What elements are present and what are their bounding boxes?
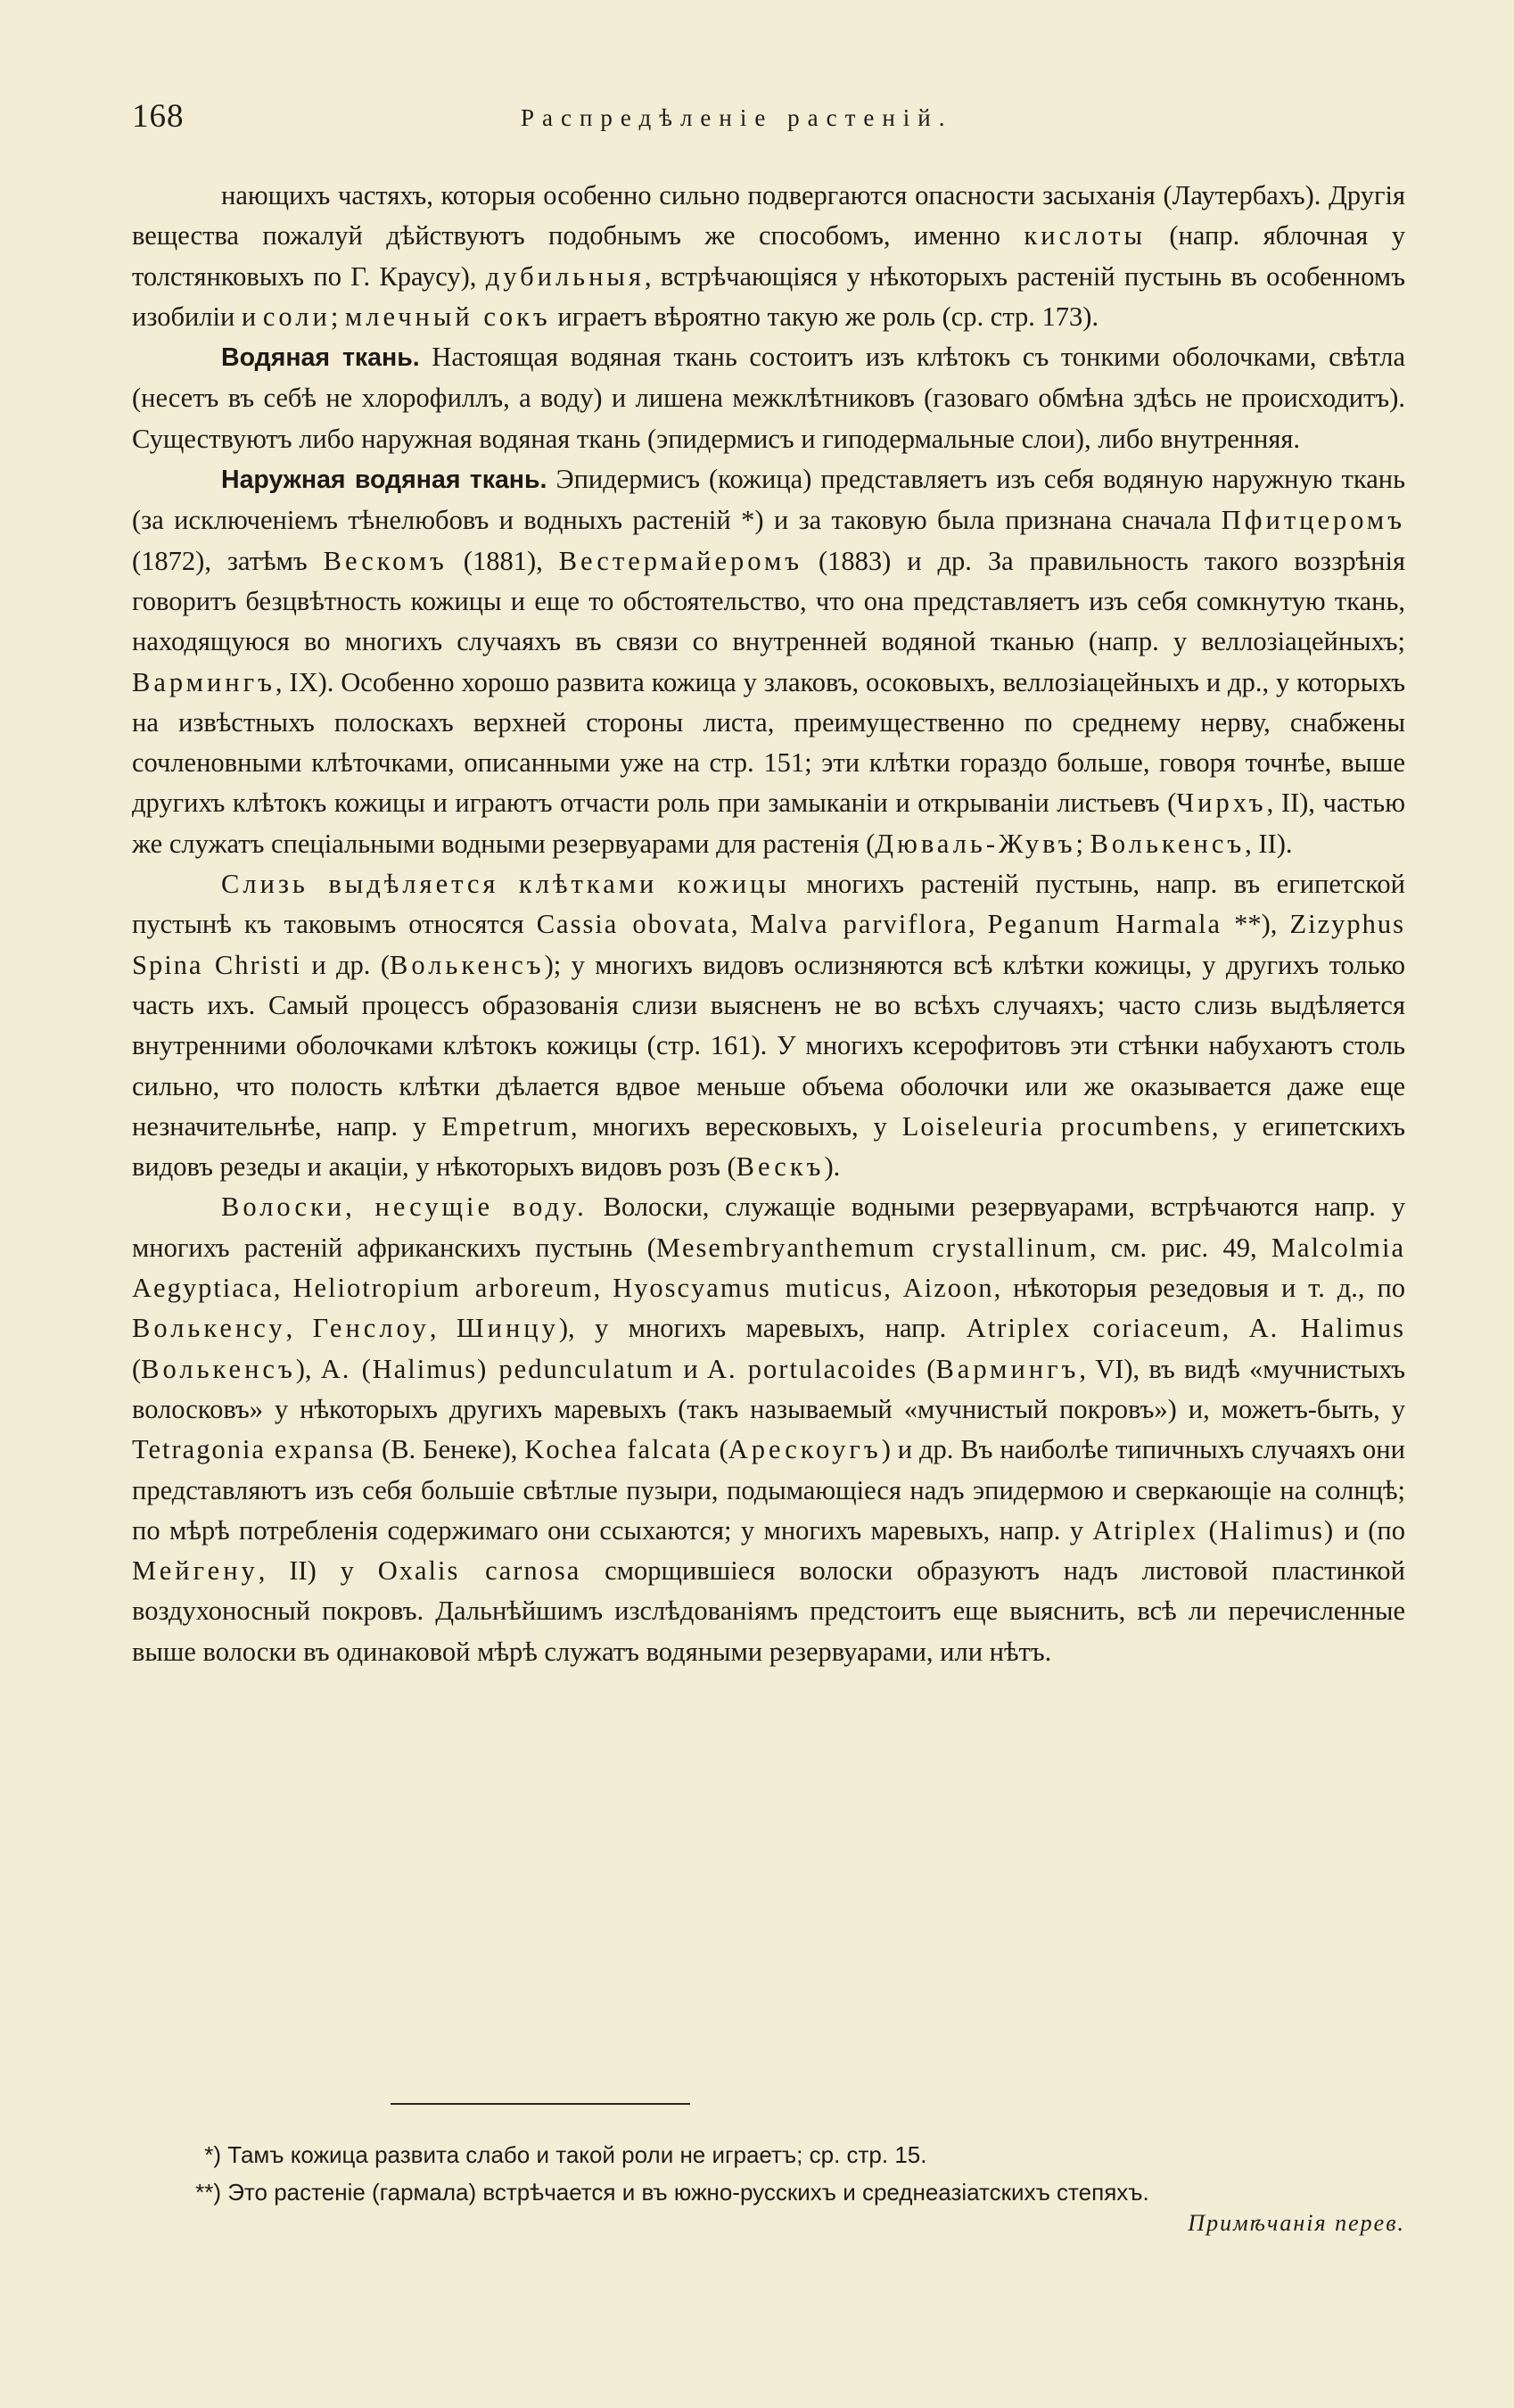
latin-name: Atriplex (Halimus) xyxy=(1092,1514,1336,1546)
latin-name: Tetragonia expansa xyxy=(132,1434,375,1465)
text-run: , xyxy=(285,1313,313,1344)
running-title: Распредѣленіе растеній. xyxy=(521,104,953,131)
footnote-mark: *) xyxy=(204,2141,221,2168)
paragraph-water-tissue xyxy=(132,337,1405,459)
paragraph-mucilage xyxy=(132,864,1405,1187)
text-run: ; xyxy=(1075,828,1090,859)
text-run: ( xyxy=(917,1353,936,1384)
latin-name: Mesembryanthemum crystallinum xyxy=(655,1232,1090,1263)
translator-note: Примѣчанія перев. xyxy=(1188,2210,1405,2236)
spaced-emphasis: Пфитцеромъ xyxy=(1221,505,1405,536)
spaced-emphasis: кислоты xyxy=(1024,220,1146,252)
text-run: , xyxy=(967,909,988,940)
footnote-divider xyxy=(391,2103,690,2105)
section-heading: Наружная водяная ткань. xyxy=(221,466,547,495)
text-run: , многихъ вересковыхъ, у xyxy=(570,1110,902,1142)
paragraph-water-hairs xyxy=(132,1187,1405,1672)
text-run: и xyxy=(674,1353,707,1384)
text-run: (напр. яблочная у толстянковыхъ по Г. Краусу), xyxy=(132,220,1405,292)
text-run: Волоски, служащіе водными резервуарами, встрѣчаются напр. у многихъ растеній африканскихъ пустынь ( xyxy=(132,1192,1405,1263)
section-heading: Водяная ткань. xyxy=(221,343,420,373)
latin-name: A. Halimus xyxy=(1248,1313,1406,1344)
text-run: (1883) и др. За правильность такого воззрѣнія говоритъ безцвѣтность кожицы и еще то обстоятельство, что она представляетъ изъ себя сомкнутую ткань, находящуюся во многихъ случаяхъ въ связи со внутренней водяной тканью (напр. у веллозіацейныхъ; xyxy=(132,545,1405,657)
spaced-emphasis: Волькенсъ xyxy=(141,1353,296,1384)
latin-name: Oxalis carnosa xyxy=(377,1555,581,1587)
latin-name: Peganum Harmala xyxy=(987,909,1222,940)
text-run: ), xyxy=(295,1353,321,1384)
paragraph-outer-water-tissue xyxy=(132,459,1405,864)
footnotes xyxy=(132,2136,1405,2211)
footnote-2 xyxy=(132,2173,1405,2211)
spaced-emphasis: Чирхъ xyxy=(1176,788,1267,819)
spaced-emphasis: Генслоу xyxy=(312,1313,430,1344)
text-run: , II) у xyxy=(258,1555,378,1587)
text-run: сморщившіеся волоски образуютъ надъ листовой пластинкой воздухоносный покровъ. Дальнѣйшимъ изслѣдованіямъ предстоитъ еще выяснить, всѣ ли перечисленные выше волоски въ одинаковой мѣрѣ служатъ водяными резервуарами, или нѣтъ. xyxy=(132,1555,1405,1667)
text-run: Настоящая водяная ткань состоитъ изъ клѣтокъ съ тонкими оболочками, свѣтла (несетъ въ себѣ не хлорофиллъ, а воду) и лишена межклѣтниковъ (газоваго обмѣна здѣсь не происходитъ). Существуютъ либо наружная водяная ткань (эпидермисъ и гиподермальные слои), либо внутренняя. xyxy=(132,342,1405,454)
text-run: (1881), xyxy=(447,545,559,576)
text-run: **), xyxy=(1222,909,1290,940)
footnote-1 xyxy=(132,2136,1405,2173)
text-run: , встрѣчающіяся у нѣкоторыхъ растеній пустынь въ особенномъ изобиліи и xyxy=(132,260,1405,332)
text-run: , у египетскихъ видовъ резеды и акаціи, у нѣкоторыхъ видовъ розъ ( xyxy=(132,1110,1406,1183)
text-run: ), у многихъ маревыхъ, напр. xyxy=(558,1313,967,1344)
text-run: ( xyxy=(712,1434,728,1465)
spaced-emphasis: Волькенсу xyxy=(132,1313,286,1344)
text-run: , II), частью же служатъ спеціальными водными резервуарами для растенія ( xyxy=(132,788,1405,859)
spaced-emphasis: Вармингъ xyxy=(935,1353,1080,1384)
spaced-emphasis: млечный сокъ xyxy=(344,301,551,332)
spaced-emphasis: Шинцу xyxy=(456,1313,559,1344)
text-run: , xyxy=(593,1273,613,1304)
spaced-emphasis: Слизь выдѣляется клѣтками кожицы xyxy=(221,869,790,900)
latin-name: Malcolmia Aegyptiaca xyxy=(132,1232,1405,1304)
latin-name: Zizyphus Spina Christi xyxy=(132,909,1405,980)
spaced-emphasis: Вескомъ xyxy=(323,545,448,576)
text-run: и др. ( xyxy=(300,949,390,980)
text-run: , xyxy=(884,1273,903,1304)
text-run: , IX). Особенно хорошо развита кожица у злаковъ, осоковыхъ, веллозіацейныхъ и др., у которыхъ на извѣстныхъ полоскахъ верхней стороны листа, преимущественно по среднему нерву, снабжены сочленовными клѣточками, описанными уже на стр. 151; эти клѣтки гораздо больше, говоря точнѣе, выше другихъ клѣтокъ кожицы и играютъ отчасти роль при замыканіи и открываніи листьевъ ( xyxy=(132,666,1405,819)
book-page xyxy=(132,94,1405,2377)
text-run: играетъ вѣроятно такую же роль (ср. стр. 173). xyxy=(550,301,1099,332)
spaced-emphasis: Волоски, несущіе воду. xyxy=(221,1192,588,1223)
latin-name: Hyoscyamus muticus xyxy=(613,1273,885,1304)
text-run: многихъ растеній пустынь, напр. въ египетской пустынѣ къ таковымъ относятся xyxy=(132,869,1405,940)
text-run: нающихъ частяхъ, которыя особенно сильно подвергаются опасности засыханія (Лаутербахъ). Другія вещества пожалуй дѣйствуютъ подобнымъ же способомъ, именно xyxy=(132,180,1405,252)
footnote-mark: **) xyxy=(195,2179,221,2206)
latin-name: Empetrum xyxy=(441,1110,571,1142)
spaced-emphasis: Вестермайеромъ xyxy=(558,545,803,576)
page-number: 168 xyxy=(132,98,185,135)
footnote-text: Это растеніе (гармала) встрѣчается и въ южно-русскихъ и среднеазіатскихъ степяхъ. xyxy=(227,2179,1149,2206)
text-run: ; xyxy=(330,301,345,332)
body-text xyxy=(132,176,1405,1672)
text-run: (1872), затѣмъ xyxy=(132,545,324,576)
text-run: , нѣкоторыя резедовыя и т. д., по xyxy=(993,1273,1406,1304)
running-header xyxy=(132,94,1405,138)
text-run: и (по xyxy=(1335,1514,1405,1546)
text-run: , xyxy=(273,1273,293,1304)
spaced-emphasis: Волькенсъ xyxy=(1090,828,1246,859)
latin-name: Loiseleuria procumbens xyxy=(901,1110,1212,1142)
text-run: , VI), въ видѣ «мучнистыхъ волосковъ» у нѣкоторыхъ другихъ маревыхъ (такъ называемый «мучнистый покровъ») и, можетъ-быть, у xyxy=(132,1353,1405,1424)
text-run: ). xyxy=(824,1151,841,1183)
text-run: , см. рис. 49, xyxy=(1089,1232,1271,1263)
spaced-emphasis: Волькенсъ xyxy=(390,949,545,980)
spaced-emphasis: Арескоугъ xyxy=(728,1434,882,1465)
spaced-emphasis: дубильныя xyxy=(485,260,645,292)
text-run: ); у многихъ видовъ ослизняются всѣ клѣтки кожицы, у другихъ только часть ихъ. Самый процессъ образованія слизи выясненъ не во всѣхъ случаяхъ; часто слизь выдѣляется внутренними оболочками клѣтокъ кожицы (стр. 161). У многихъ ксерофитовъ эти стѣнки набухаютъ столь сильно, что полость клѣтки дѣлается вдвое меньше объема оболочки или же оказывается даже еще незначительнѣе, напр. у xyxy=(132,949,1406,1142)
latin-name: Heliotropium arboreum xyxy=(292,1273,594,1304)
spaced-emphasis: Дюваль-Жувъ xyxy=(875,828,1076,859)
footnote-text: Тамъ кожица развита слабо и такой роли не играетъ; ср. стр. 15. xyxy=(227,2141,927,2168)
spaced-emphasis: Мейгену xyxy=(132,1555,259,1587)
latin-name: Atriplex coriaceum xyxy=(966,1313,1222,1344)
text-run: , xyxy=(1222,1313,1249,1344)
paragraph-substances xyxy=(132,176,1405,337)
text-run: , xyxy=(730,909,751,940)
text-run: , xyxy=(429,1313,457,1344)
spaced-emphasis: соли xyxy=(262,301,331,332)
spaced-emphasis: Вармингъ xyxy=(132,666,276,697)
latin-name: Kochea falcata xyxy=(524,1434,712,1465)
latin-name: A. portulacoides xyxy=(706,1353,918,1384)
text-run: , II). xyxy=(1245,828,1293,859)
latin-name: A. (Halimus) pedunculatum xyxy=(320,1353,675,1384)
spaced-emphasis: Вескъ xyxy=(736,1151,825,1183)
text-run: Эпидермисъ (кожица) представляетъ изъ себя водяную наружную ткань (за исключеніемъ тѣнелюбовъ и водныхъ растеній *) и за таковую была признана сначала xyxy=(132,464,1405,536)
text-run: ( xyxy=(132,1353,142,1384)
latin-name: Aizoon xyxy=(902,1273,994,1304)
text-run: (В. Бенеке), xyxy=(374,1434,525,1465)
latin-name: Cassia obovata xyxy=(536,909,731,940)
text-run: ) и др. Въ наиболѣе типичныхъ случаяхъ они представляютъ изъ себя большіе свѣтлые пузыри, подымающіеся надъ эпидермою и сверкающіе на солнцѣ; по мѣрѣ потребленія содержимаго они ссыхаются; у многихъ маревыхъ, напр. у xyxy=(132,1434,1405,1546)
latin-name: Malva parviflora xyxy=(750,909,968,940)
